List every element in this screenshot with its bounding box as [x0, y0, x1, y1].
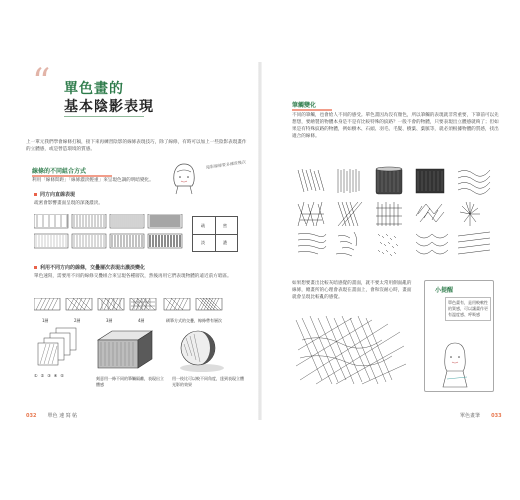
title-underline — [64, 116, 144, 117]
sub1-heading — [34, 191, 75, 198]
right-para2: 如果想要畫出比較灰暗感覺的畫面，就不要太常用側面亂的線條，總畫所的心理會表現在畫面上，會和沒耐心時，畫面就會呈現比較亂的感覺。 — [292, 281, 412, 300]
girl-sketch-illustration — [166, 160, 202, 196]
book-title-folio: 單色畫筆 — [460, 413, 481, 419]
row-caption: 2層 — [74, 318, 81, 323]
hatch-swatches-straight — [34, 214, 184, 256]
table-label: 疏 — [201, 223, 205, 228]
density-legend-table — [192, 216, 238, 252]
scribble-sample — [292, 310, 412, 390]
hatch-swatches-layered — [34, 298, 244, 316]
sub2-heading — [34, 264, 254, 271]
right-para1: 不同的筆觸，也會給人不同的感受。單色畫因為沒有顏色，所以筆觸的表現就非常重要，下筆前可以先想想，要繪製的物體本身是不是有比較特殊的紋路？一般不會的物體，只要表現出立體感就夠了；但如果是有特殊紋路的物體，例如樹木、石頭、羽毛、毛髮、樹葉、葉脈等，就必須根據物體的質感，找出適合的線條。 — [292, 113, 499, 139]
table-label: 淡 — [201, 240, 205, 245]
intro-paragraph: 上一單元我們學會線條打稿，接下來再練習陰影的線條表現技巧，除了線條，有時可以加上一些陰影表現畫作的立體感，或是營造環境的質感。 — [26, 140, 247, 152]
shaded-sphere-illustration — [170, 326, 230, 374]
book-spread — [6, 62, 514, 420]
step-number: ② — [40, 373, 48, 378]
step-number: ① — [34, 373, 41, 378]
girl-mascot-illustration — [435, 339, 475, 389]
right-section-underline — [292, 109, 332, 111]
left-folio — [26, 402, 77, 421]
row-caption: 4層 — [138, 318, 145, 323]
book-gutter — [258, 62, 262, 420]
page-title-line2: 基本陰影表現 — [64, 99, 154, 115]
sphere-caption: 用一枝比可以較不同角度，達到表現立體光影的效果 — [172, 376, 244, 387]
step-numbers — [34, 373, 67, 378]
handwritten-note: 陰影線條要多練習幾次 — [205, 159, 247, 170]
decorative-quote-mark: “ — [32, 62, 51, 103]
book-title-folio: 單色 速 寫 帖 — [47, 413, 78, 419]
row-caption: 3層 — [106, 318, 113, 323]
table-label: 密 — [223, 223, 227, 228]
texture-sample-grid — [294, 166, 500, 258]
bullet-square-icon — [34, 193, 37, 196]
page-title-line1: 單色畫的 — [64, 81, 124, 97]
tip-speech-bubble: 單色畫有，是用較軟性的質感，可以讓畫作更有溫度感、呼吸感 — [445, 297, 491, 321]
section1-heading: 線條的不同組合方式 — [32, 168, 87, 175]
step-number: ⑤ — [60, 373, 67, 378]
table-rule — [215, 217, 216, 251]
shaded-box-illustration — [92, 328, 158, 372]
table-label: 濃 — [223, 240, 227, 245]
row-caption: 刷筆方式的交疊，線條帶有層次 — [166, 318, 222, 323]
sub1-heading-text: 同方向直線表現 — [40, 192, 76, 198]
sub2-text: 單色速寫，需要用不同的線條交疊組合來呈現各種層次，然後再用它們表現物體的遠近前方暗區。 — [34, 274, 232, 279]
page-number: 032 — [26, 413, 37, 419]
section1-text: 利用「線條間距」「線條濃淡輕重」來呈現色調的明暗變化。 — [32, 178, 154, 183]
right-section-heading: 筆觸變化 — [292, 102, 317, 109]
sub2-heading-text: 利用不同方向的線條，交疊層次表現出濃淡變化 — [40, 265, 146, 271]
box-caption: 刻意用一條不同的筆觸隔離，表現出立體感 — [96, 376, 164, 387]
tip-box — [424, 280, 494, 392]
step-number: ④ — [53, 373, 61, 378]
page-number: 033 — [491, 413, 502, 419]
sub1-text: 疏密會影響畫面呈現的深淺濃淡。 — [34, 201, 103, 206]
layered-sheets-illustration — [34, 326, 82, 370]
right-folio — [460, 402, 502, 421]
step-number: ③ — [47, 373, 54, 378]
tip-heading: 小提醒 — [435, 287, 454, 294]
left-page — [6, 62, 256, 420]
row-caption: 1層 — [42, 318, 49, 323]
bullet-square-icon — [34, 266, 37, 269]
right-page — [264, 62, 514, 420]
